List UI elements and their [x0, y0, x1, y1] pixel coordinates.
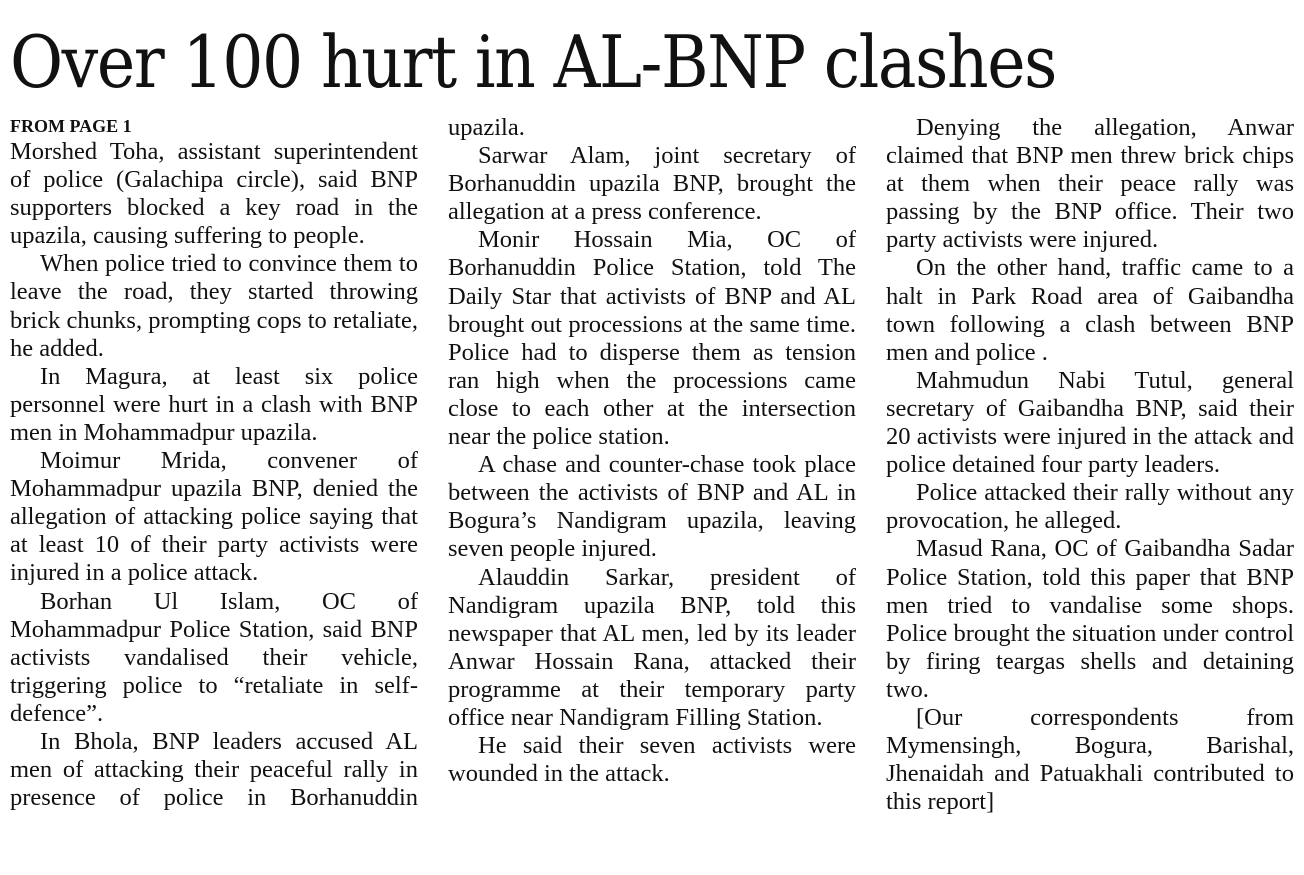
- paragraph: In Bhola, BNP leaders accused AL men of attacking their peaceful rally in presence of police in Borhanuddin: [10, 727, 418, 812]
- continuation-kicker: FROM PAGE 1: [10, 116, 132, 136]
- paragraph: In Magura, at least six police personnel were hurt in a clash with BNP men in Mohammadpur upazila.: [10, 362, 418, 446]
- paragraph: Police attacked their rally without any provocation, he alleged.: [886, 479, 1294, 535]
- paragraph: A chase and counter-chase took place between the activists of BNP and AL in Bogura’s Nandigram upazila, leaving seven people injured.: [448, 451, 856, 563]
- article-column-2: [448, 114, 856, 870]
- paragraph: upazila.: [448, 114, 525, 141]
- paragraph: Borhan Ul Islam, OC of Mohammadpur Police Station, said BNP activists vandalised their vehicle, triggering police to “retaliate in self-defence”.: [10, 587, 418, 727]
- paragraph: Mahmudun Nabi Tutul, general secretary of Gaibandha BNP, said their 20 activists were injured in the attack and police detained four party leaders.: [886, 366, 1294, 479]
- article-column-1: [10, 114, 418, 870]
- paragraph: Moimur Mrida, convener of Mohammadpur upazila BNP, denied the allegation of attacking police saying that at least 10 of their party activists were injured in a police attack.: [10, 447, 418, 587]
- headline: Over 100 hurt in AL-BNP clashes: [10, 20, 1056, 104]
- paragraph: Alauddin Sarkar, president of Nandigram upazila BNP, told this newspaper that AL men, led by its leader Anwar Hossain Rana, attacked their programme at their temporary party office near Nandigram Filling Station.: [448, 563, 856, 731]
- paragraph: When police tried to convince them to leave the road, they started throwing brick chunks, prompting cops to retaliate, he added.: [10, 250, 418, 362]
- paragraph: Monir Hossain Mia, OC of Borhanuddin Police Station, told The Daily Star that activists of BNP and AL brought out processions at the same time. Police had to disperse them as tension ran high when the processions came close to each other at the intersection near the police station.: [448, 226, 856, 451]
- paragraph: [Our correspondents from Mymensingh, Bogura, Barishal, Jhenaidah and Patuakhali contributed to this report]: [886, 703, 1294, 816]
- paragraph: On the other hand, traffic came to a halt in Park Road area of Gaibandha town following a clash between BNP men and police .: [886, 254, 1294, 366]
- paragraph: He said their seven activists were wounded in the attack.: [448, 732, 856, 788]
- paragraph: Denying the allegation, Anwar claimed that BNP men threw brick chips at them when their peace rally was passing by the BNP office. Their two party activists were injured.: [886, 114, 1294, 254]
- paragraph: Masud Rana, OC of Gaibandha Sadar Police Station, told this paper that BNP men tried to vandalise some shops. Police brought the situation under control by firing teargas shells and detaining two.: [886, 535, 1294, 703]
- paragraph: Sarwar Alam, joint secretary of Borhanuddin upazila BNP, brought the allegation at a press conference.: [448, 142, 856, 226]
- article-column-3: [886, 114, 1294, 870]
- paragraph: Morshed Toha, assistant superintendent of police (Galachipa circle), said BNP supporters blocked a key road in the upazila, causing suffering to people.: [10, 138, 418, 250]
